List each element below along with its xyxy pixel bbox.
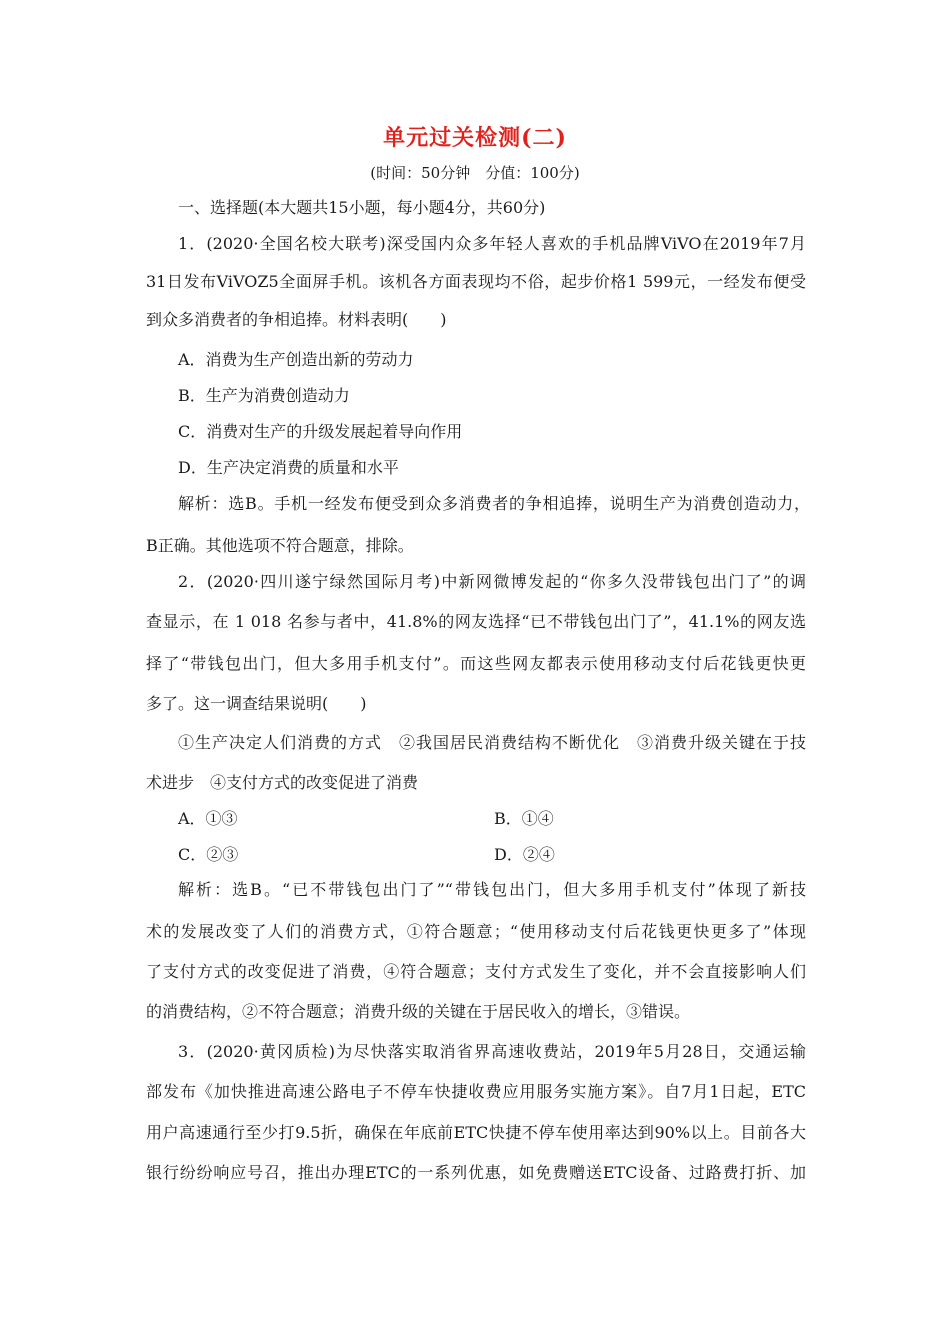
q1-stem-line: 31日发布ViVOZ5全面屏手机。该机各方面表现均不俗，起步价格1 599元，一经发布便受 (146, 272, 806, 291)
q2-stem-line: 多了。这一调查结果说明( ) (146, 694, 367, 713)
q2-explanation-line: 术的发展改变了人们的消费方式，①符合题意；“使用移动支付后花钱更快更多了”体现 (146, 922, 806, 941)
q2-option-d: D．②④ (494, 845, 555, 864)
q2-option-c: C．②③ (178, 845, 239, 864)
q1-explanation-line: B正确。其他选项不符合题意，排除。 (146, 536, 414, 555)
exam-meta: (时间：50分钟 分值：100分) (370, 164, 580, 182)
q1-explanation-line: 解析：选B。手机一经发布便受到众多消费者的争相追捧，说明生产为消费创造动力， (178, 494, 810, 513)
q3-stem-line: 3．(2020·黄冈质检)为尽快落实取消省界高速收费站，2019年5月28日，交通运输 (178, 1042, 806, 1061)
q2-statements-line: ①生产决定人们消费的方式 ②我国居民消费结构不断优化 ③消费升级关键在于技 (178, 733, 806, 752)
q2-stem-line: 择了“带钱包出门，但大多用手机支付”。而这些网友都表示使用移动支付后花钱更快更 (146, 654, 806, 673)
q2-explanation-line: 的消费结构，②不符合题意；消费升级的关键在于居民收入的增长，③错误。 (146, 1002, 691, 1021)
q2-explanation-line: 了支付方式的改变促进了消费，④符合题意；支付方式发生了变化，并不会直接影响人们 (146, 962, 806, 981)
section-heading: 一、选择题(本大题共15小题，每小题4分，共60分) (178, 198, 546, 217)
q1-stem-line: 到众多消费者的争相追捧。材料表明( ) (146, 310, 447, 329)
q2-statements-line: 术进步 ④支付方式的改变促进了消费 (146, 773, 419, 792)
q3-stem-line: 银行纷纷响应号召，推出办理ETC的一系列优惠，如免费赠送ETC设备、过路费打折、加 (146, 1163, 806, 1182)
q2-option-b: B．①④ (494, 809, 554, 828)
q1-option-a: A．消费为生产创造出新的劳动力 (178, 350, 414, 369)
q2-stem-line: 查显示，在 1 018 名参与者中，41.8%的网友选择“已不带钱包出门了”，41.1%的网友选 (146, 612, 806, 631)
q1-stem-line: 1．(2020·全国名校大联考)深受国内众多年轻人喜欢的手机品牌ViVO在2019年7月 (178, 234, 806, 253)
q2-option-a: A．①③ (178, 809, 238, 828)
q3-stem-line: 用户高速通行至少打9.5折，确保在年底前ETC快捷不停车使用率达到90%以上。目前各大 (146, 1123, 806, 1142)
q1-option-c: C．消费对生产的升级发展起着导向作用 (178, 422, 463, 441)
q2-stem-line: 2．(2020·四川遂宁绿然国际月考)中新网微博发起的“你多久没带钱包出门了”的调 (178, 572, 806, 591)
q1-option-d: D．生产决定消费的质量和水平 (178, 458, 399, 477)
q1-option-b: B．生产为消费创造动力 (178, 386, 350, 405)
q2-explanation-line: 解析：选B。“已不带钱包出门了”“带钱包出门，但大多用手机支付”体现了新技 (178, 880, 806, 899)
page-title: 单元过关检测(二) (383, 125, 567, 151)
q3-stem-line: 部发布《加快推进高速公路电子不停车快捷收费应用服务实施方案》。自7月1日起，ETC (146, 1082, 806, 1101)
